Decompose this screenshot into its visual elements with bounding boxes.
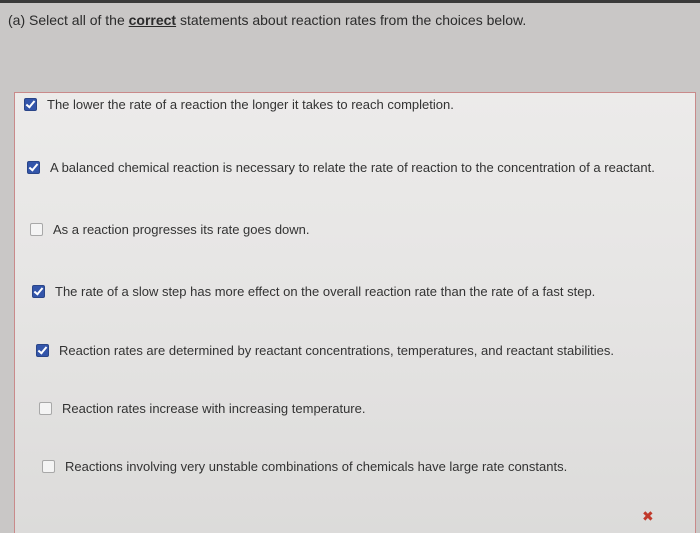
choice-label: Reaction rates are determined by reactant concentrations, temperatures, and reactant stabilities. [59,343,614,358]
checkbox-checked-icon[interactable] [24,98,37,111]
checkbox-checked-icon[interactable] [27,161,40,174]
choice-label: Reaction rates increase with increasing temperature. [62,401,366,416]
checkbox-checked-icon[interactable] [36,344,49,357]
choice-2[interactable] [27,160,655,175]
checkbox-checked-icon[interactable] [32,285,45,298]
choice-6[interactable] [39,401,365,416]
choice-label: A balanced chemical reaction is necessary to relate the rate of reaction to the concentration of a reactant. [50,160,655,175]
choice-label: Reactions involving very unstable combinations of chemicals have large rate constants. [65,459,568,474]
question-prompt [8,12,526,28]
question-emphasis: correct [128,12,177,28]
choice-label: As a reaction progresses its rate goes down. [53,222,310,237]
top-bar [0,0,700,3]
choice-4[interactable] [32,284,595,299]
checkbox-unchecked-icon[interactable] [42,460,55,473]
choice-5[interactable] [36,343,614,358]
checkbox-unchecked-icon[interactable] [30,223,43,236]
choice-label: The rate of a slow step has more effect on the overall reaction rate than the rate of a fast step. [55,284,596,299]
question-prefix: (a) Select all of the [8,12,129,28]
choice-7[interactable] [42,459,567,474]
x-mark-icon: ✖ [642,508,654,524]
choice-1[interactable] [24,97,454,112]
checkbox-unchecked-icon[interactable] [39,402,52,415]
choice-label: The lower the rate of a reaction the longer it takes to reach completion. [47,97,454,112]
question-suffix: statements about reaction rates from the choices below. [176,12,527,28]
choice-3[interactable] [30,222,310,237]
